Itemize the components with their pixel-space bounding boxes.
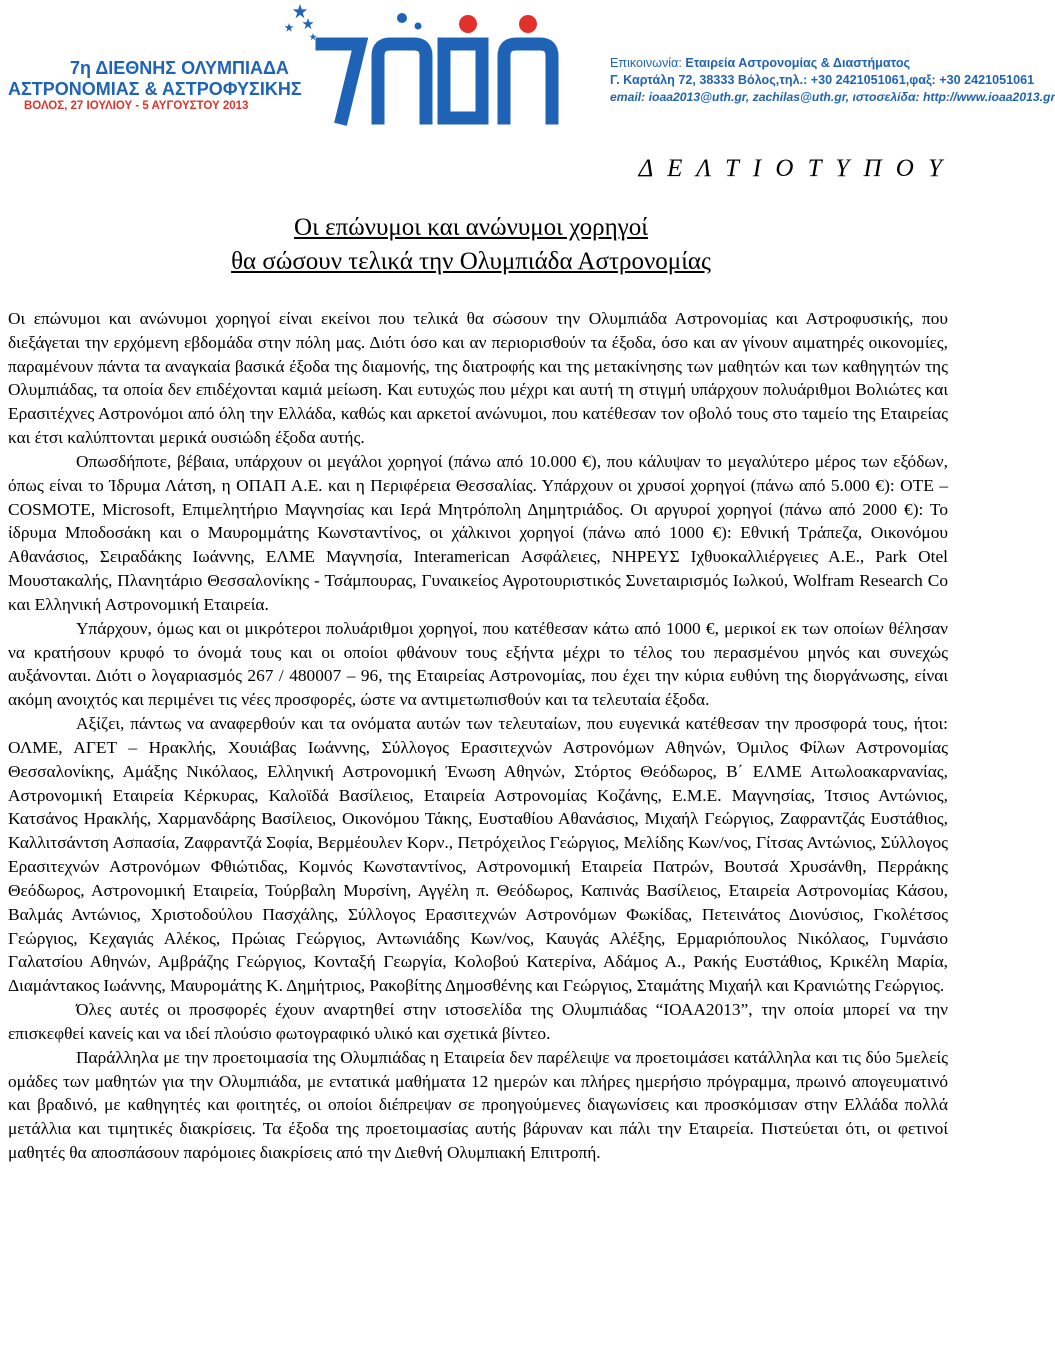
press-release-label: Δ Ε Λ Τ Ι Ο Τ Υ Π Ο Υ [638,155,946,182]
paragraph-sentence: Τα έξοδα της προετοιμασίας αυτής βάρυναν και πάλι την Εταιρεία. [255,1119,754,1139]
contact-email-web: email: ioaa2013@uth.gr, zachilas@uth.gr, ιστοσελίδα: http://www.ioaa2013.gr [610,90,1055,104]
letterhead [0,0,1055,130]
contact-block [610,55,1055,106]
document-body [8,307,948,1165]
paragraph-intro [8,307,948,450]
paragraph-sentence: Διότι όσο και αν περιορισθούν τα έξοδα, όσο και αν γίνουν αιματηρές οικονομίες, παραμένουν πάντα τα αναγκαία βασικά έξοδα της διαμονής, της διατροφής και της μετακίνησης των μαθητών και των καθηγητών της Ολυμπιάδας, τα οποία δεν επιδέχονται καμιά μείωση. [8,332,948,400]
paragraph-sentence: Όλες αυτές οι προσφορές έχουν αναρτηθεί στην ιστοσελίδα της Ολυμπιάδας “ΙΟΑΑ2013”, την οποία μπορεί να την επισκεφθεί κανείς και να ιδεί πλούσιο φωτογραφικό υλικό και σχετικά βίντεο. [8,1000,948,1043]
contact-org-name: Εταιρεία Αστρονομίας & Διαστήματος [685,56,911,70]
paragraph-sponsors-minor [8,617,948,712]
paragraph-sentence: Υπάρχουν οι χρυσοί χορηγοί (πάνω από 5.000 €): ΟΤΕ – COSMOTE, Microsoft, Επιμελητήριο Μαγνησίας και Ιερά Μητρόπολη Δημητριάδος. [8,475,948,519]
paragraph-sentence: Οι επώνυμοι και ανώνυμοι χορηγοί είναι εκείνοι που τελικά θα σώσουν την Ολυμπιάδα Αστρονομίας και Αστροφυσικής, που διεξάγεται την ερχόμενη εβδομάδα στην πόλη μας. [8,309,948,352]
document-title-line2: θα σώσουν τελικά την Ολυμπιάδα Αστρονομίας [231,248,711,275]
contact-address: Γ. Καρτάλη 72, 38333 Βόλος,τηλ.: +30 2421051061,φαξ: +30 2421051061 [610,73,1035,87]
paragraph-sentence: Οι αργυροί χορηγοί (πάνω από 2000 €): Το ίδρυμα Μποδοσάκη και ο Μαυρομμάτης Κωνσταντίνος, οι χάλκινοι χορηγοί (πάνω από 1000 €): Εθνική Τράπεζα, Οικονόμου Αθανάσιος, Σειραδάκης Ιωάννης, ΕΛΜΕ Μαγνησία, Interamerican Ασφάλειες, ΝΗΡΕΥΣ Ιχθυοκαλλιέργειες Α.Ε., Park Otel Μουστακαλής, Πλανητάριο Θεσσαλονίκης - Τσάμπουρας, Γυναικείος Αγροτουριστικός Συνεταιρισμός Ιωλκού, Wolfram Research Co και Ελληνική Αστρονομική Εταιρεία. [8,499,948,614]
paragraph-sponsors-major [8,450,948,617]
paragraph-sentence: Και ευτυχώς που μέχρι και αυτή τη στιγμή υπάρχουν πολυάριθμοι Βολιώτες και Ερασιτέχνες Αστρονόμοι από όλη την Ελλάδα, καθώς και αρκετοί ανώνυμοι, που κατέθεσαν τον οβολό τους στο ταμείο της Εταιρείας και έτσι καλύπτονται μερικά ουσιώδη έξοδα αυτής. [8,380,948,448]
paragraph-donor-list [8,712,948,998]
paragraph-sentence: Οπωσδήποτε, βέβαια, υπάρχουν οι μεγάλοι χορηγοί (πάνω από 10.000 €), που κάλυψαν το μεγαλύτερο μέρος των εξόδων, όπως είναι το Ίδρυμα Λάτση, η ΟΠΑΠ Α.Ε. και η Περιφέρεια Θεσσαλίας. [8,451,948,495]
olympiad-dates: ΒΟΛΟΣ, 27 ΙΟΥΛΙΟΥ - 5 ΑΥΓΟΥΣΤΟΥ 2013 [24,100,249,113]
olympiad-title-line2: ΑΣΤΡΟΝΟΜΙΑΣ & ΑΣΤΡΟΦΥΣΙΚΗΣ [8,78,302,99]
paragraph-website [8,998,948,1046]
paragraph-sentence: Υπάρχουν, όμως και οι μικρότεροι πολυάριθμοι χορηγοί, που κατέθεσαν κάτω από 1000 €, μερικοί εκ των οποίων θέλησαν να κρατήσουν κρυφό το όνομά τους και οι οποίοι φθάνουν τους εξήντα μέχρι το τέλος του περασμένου μηνός και συνεχώς αυξάνονται. [8,618,948,686]
paragraph-sentence: Αξίζει, πάντως να αναφερθούν και τα ονόματα αυτών των τελευταίων, που ευγενικά κατέθεσαν την προσφορά τους, ήτοι: ΟΛΜΕ, ΑΓΕΤ – Ηρακλής, Χουιάβας Ιωάννης, Σύλλογος Ερασιτεχνών Αστρονόμων Αθηνών, Όμιλος Φίλων Αστρονομίας Θεσσαλονίκης, Αμάξης Νικόλαος, Ελληνική Αστρονομική Ένωση Αθηνών, Στόρτος Θεόδωρος, Β΄ ΕΛΜΕ Αιτωλοακαρνανίας, Αστρονομική Εταιρεία Κέρκυρας, Καλοϊδά Βασίλειος, Εταιρεία Αστρονομίας Κοζάνης, Ε.Μ.Ε. Μαγνησίας, Ίτσιος Αντώνιος, Κατσάνος Ηρακλής, Χαρμανδάρης Βασίλειος, Οικονόμου Τάκης, Ευσταθίου Αθανάσιος, Μιχαήλ Γεώργιος, Ζαφραντζάς Ευστάθιος, Καλλιτσάντση Ασπασία, Ζαφραντζά Σοφία, Βερμέουλεν Κορν., Πετρόχειλος Γεώργιος, Μελίδης Κων/νος, Γίτσας Αντώνιος, Σύλλογος Ερασιτεχνών Αστρονόμων Φθιώτιδας, Κομνός Κωνσταντίνος, Αστρονομική Εταιρεία Πατρών, Βουτσά Χρυσάνθη, Περράκης Θεόδωρος, Αστρονομική Εταιρεία, Τούρβαλη Μυρσίνη, Αγγέλη π. Θεόδωρος, Καπινάς Βασίλειος, Εταιρεία Αστρονομίας Κάσου, Βαλμάς Αντώνιος, Χριστοδούλου Πασχάλης, Σύλλογος Ερασιτεχνών Αστρονόμων Φωκίδας, Πετεινάτος Διονύσιος, Γκολέτσος Γεώργιος, Κεχαγιάς Αλέκος, Πρώιας Γεώργιος, Αντωνιάδης Κων/νος, Καυγάς Αλέξης, Ερμαριόπουλος Νικόλαος, Γυμνάσιο Γαλατσίου Αθηνών, Αμβράζης Γεώργιος, Κονταξή Γεωργία, Κολοβού Κατερίνα, Αδάμος Α., Ρακής Ευστάθιος, Κρικέλη Μαρία, Διαμάντακος Ιωάννης, Μαυρομάτης Κ. Δημήτριος, Ρακοβίτης Δημοσθένης και Γεώργιος, Σταμάτης Μιχαήλ και Κρανιώτης Γεώργιος. [8,714,948,996]
ioaa-emblem-icon [282,0,594,130]
paragraph-sentence: Πιστεύεται ότι, οι φετινοί μαθητές θα αποσπάσουν παρόμοιες διακρίσεις από την Διεθνή Ολυμπιακή Επιτροπή. [8,1119,948,1162]
document-title-line1: Οι επώνυμοι και ανώνυμοι χορηγοί [294,214,648,241]
paragraph-team-preparation [8,1046,948,1165]
paragraph-sentence: Διότι ο λογαριασμός 267 / 480007 – 96, της Εταιρείας Αστρονομίας, που έχει την κύρια ευθύνη της διοργάνωσης, είναι ακόμη ανοιχτός και περιμένει τις νέες προσφορές, ώστε να αντιμετωπισθούν και τα τελευταία έξοδα. [8,666,948,710]
olympiad-logo-text [8,58,302,114]
contact-organization [610,55,958,72]
olympiad-title-line1: 7η ΔΙΕΘΝΗΣ ΟΛΥΜΠΙΑΔΑ [70,58,289,78]
paragraph-sentence: Παράλληλα με την προετοιμασία της Ολυμπιάδας η Εταιρεία δεν παρέλειψε να προετοιμάσει κατάλληλα και τις δύο 5μελείς ομάδες των μαθητών για την Ολυμπιάδα, με εντατικά μαθήματα 12 ημερών και πλήρες ημερήσιο πρόγραμμα, πρωινό απογευματινό και βραδινό, με καθηγητές και φοιτητές, οι οποίοι διέπρεψαν σε προηγούμενες διαγωνίσεις και προσκόμισαν στην Ελλάδα πολλά μετάλλια και τιμητικές διακρίσεις. [8,1047,948,1139]
contact-label: Επικοινωνία: [610,56,686,70]
